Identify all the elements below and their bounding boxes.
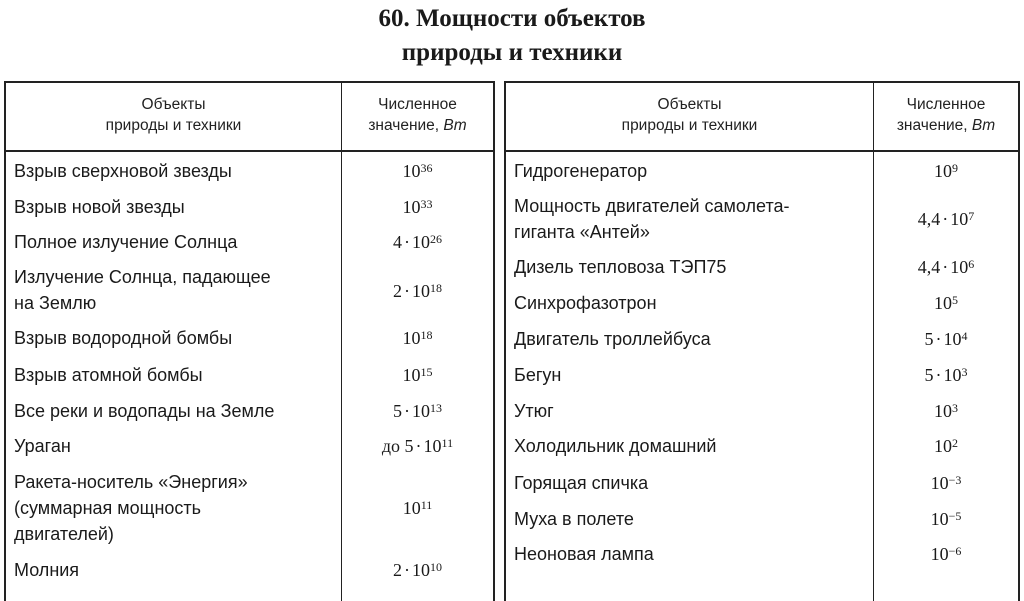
value-base: 10 (412, 281, 430, 301)
value-base: 10 (402, 197, 421, 217)
value-coefficient: 5 (393, 401, 402, 421)
multiply-dot: · (942, 257, 949, 277)
header-value-line1: Численное (906, 96, 986, 113)
power-value (874, 433, 1018, 459)
value-coefficient: 2 (393, 281, 402, 301)
object-name-line: (суммарная мощность (14, 498, 202, 518)
value-exponent: 11 (420, 498, 433, 512)
value-exponent: 18 (420, 328, 433, 342)
tables-area (4, 81, 1020, 584)
value-exponent: 36 (420, 161, 433, 175)
object-name-line: Молния (14, 560, 80, 580)
header-objects (6, 94, 341, 136)
header-value-text: значение, (896, 117, 968, 134)
object-name (514, 326, 870, 352)
multiply-dot: · (404, 401, 410, 421)
power-value (874, 206, 1018, 232)
power-value (874, 158, 1018, 184)
value-coefficient: до 5 (381, 436, 414, 456)
object-name (514, 193, 870, 245)
value-coefficient: 5 (924, 365, 934, 385)
value-base: 10 (930, 509, 949, 529)
object-name (14, 362, 336, 388)
object-name (14, 158, 336, 184)
multiply-dot: · (404, 232, 410, 252)
object-name-line: Дизель тепловоза ТЭП75 (514, 257, 727, 277)
power-value (874, 254, 1018, 280)
object-name-line: Взрыв новой звезды (14, 197, 185, 217)
object-name (14, 398, 336, 424)
value-base: 10 (412, 560, 430, 580)
object-name (14, 229, 336, 255)
object-name-line: Взрыв сверхновой звезды (14, 161, 232, 181)
value-exponent: 7 (968, 209, 975, 223)
title-line-2: природы и техники (401, 39, 623, 66)
object-name (14, 264, 336, 316)
page-title (0, 2, 1024, 70)
object-name-line: Мощность двигателей самолета- (514, 196, 790, 216)
header-value-line2 (874, 115, 1018, 136)
object-name (514, 290, 870, 316)
power-value (874, 398, 1018, 424)
object-name-line: Полное излучение Солнца (14, 232, 238, 252)
multiply-dot: · (935, 365, 942, 385)
value-coefficient: 4,4 (917, 209, 941, 229)
value-exponent: 18 (430, 281, 442, 295)
value-base: 10 (412, 401, 430, 421)
power-value (342, 398, 493, 424)
power-value (342, 325, 493, 351)
object-name-line: Холодильник домашний (514, 436, 717, 456)
header-objects (506, 94, 873, 136)
value-exponent: −3 (948, 473, 962, 487)
object-name-line: Ракета-носитель «Энергия» (14, 472, 248, 492)
value-base: 10 (423, 436, 442, 456)
power-value (342, 495, 493, 521)
object-name (514, 541, 870, 567)
object-name-line: Двигатель троллейбуса (514, 329, 711, 349)
object-name-line: Все реки и водопады на Земле (14, 401, 275, 421)
object-name-line: Бегун (514, 365, 562, 385)
value-base: 10 (934, 161, 952, 181)
power-value (874, 290, 1018, 316)
object-name-line: Излучение Солнца, падающее (14, 267, 271, 287)
value-exponent: 3 (961, 365, 968, 379)
object-name (14, 557, 336, 583)
value-exponent: −5 (948, 509, 962, 523)
value-exponent: −6 (948, 544, 962, 558)
value-base: 10 (402, 498, 421, 518)
right-table-header (506, 83, 1018, 152)
value-base: 10 (412, 232, 430, 252)
value-coefficient: 4,4 (917, 257, 941, 277)
multiply-dot: · (942, 209, 949, 229)
value-base: 10 (943, 329, 962, 349)
value-coefficient: 5 (924, 329, 934, 349)
header-objects-line1: Объекты (141, 96, 206, 113)
object-name (14, 194, 336, 220)
multiply-dot: · (935, 329, 942, 349)
value-exponent: 2 (952, 436, 958, 450)
header-value (874, 94, 1018, 136)
power-value (874, 506, 1018, 532)
header-objects-line1: Объекты (657, 96, 722, 113)
object-name (514, 254, 870, 280)
object-name (514, 433, 870, 459)
object-name (14, 325, 336, 351)
power-value (342, 362, 493, 388)
power-value (342, 158, 493, 184)
object-name-line: Муха в полете (514, 509, 634, 529)
object-name-line: Горящая спичка (514, 473, 649, 493)
power-value (874, 541, 1018, 567)
object-name-line: Неоновая лампа (514, 544, 654, 564)
object-name (514, 362, 870, 388)
object-name (514, 470, 870, 496)
value-exponent: 6 (968, 257, 975, 271)
left-table-header (6, 83, 493, 152)
value-base: 10 (934, 293, 952, 313)
header-unit: Вт (971, 117, 996, 134)
power-value (342, 557, 493, 583)
object-name (514, 398, 870, 424)
power-value (874, 470, 1018, 496)
header-objects-line2: природы и техники (621, 117, 758, 134)
header-value-text: значение, (368, 117, 440, 134)
right-table (504, 81, 1020, 601)
power-value (874, 326, 1018, 352)
header-value-line1: Численное (378, 96, 457, 113)
value-base: 10 (934, 401, 952, 421)
power-value (342, 278, 493, 304)
value-exponent: 3 (952, 401, 958, 415)
value-exponent: 10 (430, 560, 442, 574)
multiply-dot: · (415, 436, 422, 456)
power-value (342, 433, 493, 459)
object-name (514, 506, 870, 532)
object-name-line: Взрыв атомной бомбы (14, 365, 203, 385)
power-value (874, 362, 1018, 388)
value-base: 10 (402, 161, 421, 181)
title-line-1: 60. Мощности объектов (378, 5, 646, 32)
value-base: 10 (943, 365, 962, 385)
value-base: 10 (950, 209, 969, 229)
value-exponent: 11 (441, 436, 454, 450)
power-value (342, 194, 493, 220)
header-value (342, 94, 493, 136)
value-exponent: 13 (430, 401, 442, 415)
header-unit: Вт (443, 117, 467, 134)
object-name-line: Гидрогенератор (514, 161, 648, 181)
value-exponent: 5 (952, 293, 958, 307)
power-value (342, 229, 493, 255)
value-exponent: 15 (420, 365, 433, 379)
object-name-line: гиганта «Антей» (514, 222, 650, 242)
value-base: 10 (930, 473, 949, 493)
value-exponent: 33 (420, 197, 433, 211)
object-name (514, 158, 870, 184)
value-base: 10 (402, 365, 421, 385)
multiply-dot: · (404, 281, 410, 301)
header-value-line2 (342, 115, 493, 136)
object-name (14, 433, 336, 459)
value-base: 10 (950, 257, 969, 277)
value-base: 10 (930, 544, 949, 564)
multiply-dot: · (404, 560, 410, 580)
object-name (14, 469, 336, 547)
object-name-line: Синхрофазотрон (514, 293, 657, 313)
header-objects-line2: природы и техники (105, 117, 242, 134)
value-exponent: 26 (430, 232, 442, 246)
value-coefficient: 2 (393, 560, 402, 580)
value-exponent: 4 (961, 329, 968, 343)
object-name-line: на Землю (14, 293, 97, 313)
value-base: 10 (402, 328, 421, 348)
object-name-line: двигателей) (14, 524, 114, 544)
value-exponent: 9 (952, 161, 958, 175)
left-table (4, 81, 495, 601)
object-name-line: Ураган (14, 436, 71, 456)
value-coefficient: 4 (393, 232, 402, 252)
value-base: 10 (934, 436, 952, 456)
object-name-line: Утюг (514, 401, 554, 421)
object-name-line: Взрыв водородной бомбы (14, 328, 233, 348)
